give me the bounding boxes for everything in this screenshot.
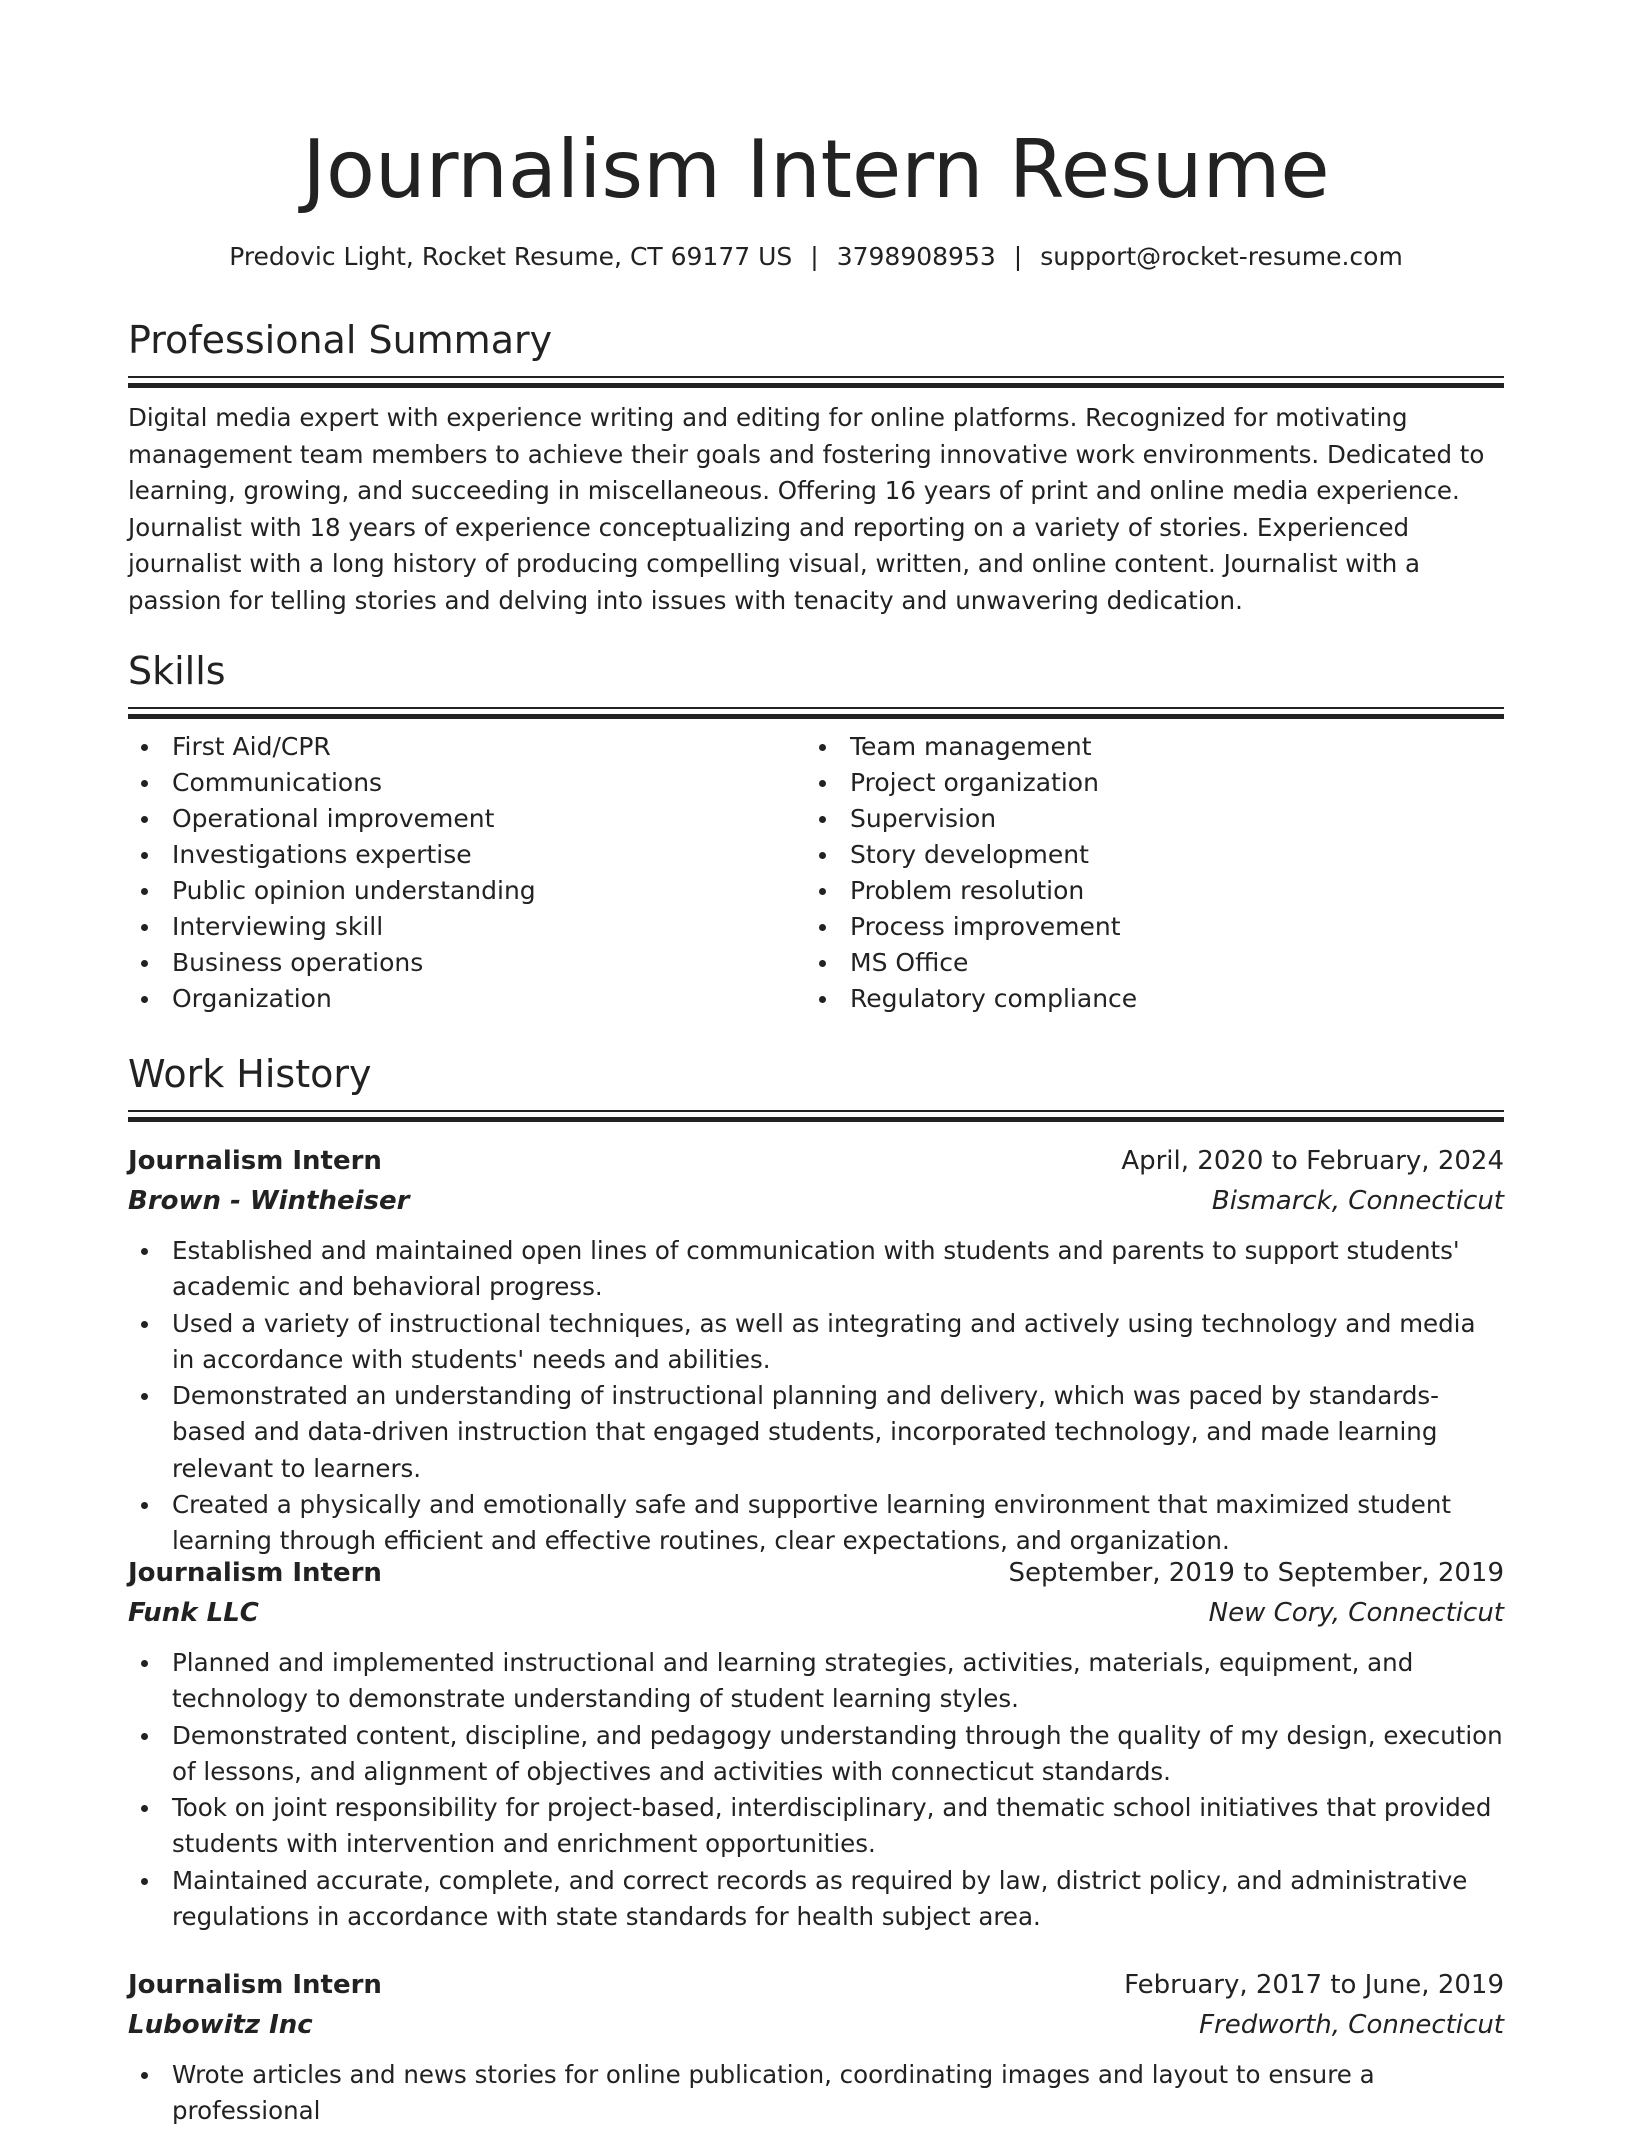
skills-columns bbox=[128, 729, 1504, 1017]
skill-item: Investigations expertise bbox=[172, 837, 806, 873]
skill-item: Interviewing skill bbox=[172, 909, 806, 945]
skill-item: First Aid/CPR bbox=[172, 729, 806, 765]
section-divider bbox=[128, 376, 1504, 378]
contact-separator: | bbox=[1013, 242, 1023, 271]
skill-item: Regulatory compliance bbox=[850, 981, 1484, 1017]
contact-phone: 3798908953 bbox=[836, 242, 996, 271]
job-bullet: Demonstrated content, discipline, and pedagogy understanding through the quality of my design, execution of lessons, and alignment of objectives and activities with connecticut standards. bbox=[172, 1718, 1504, 1791]
job-bullets bbox=[128, 1233, 1504, 1560]
job-location: Bismarck, Connecticut bbox=[1211, 1186, 1504, 1216]
skills-list-right bbox=[806, 729, 1484, 1017]
skill-item: Public opinion understanding bbox=[172, 873, 806, 909]
job-title: Journalism Intern bbox=[128, 1146, 382, 1176]
job-bullet: Planned and implemented instructional and learning strategies, activities, materials, equipment, and technology to demonstrate understanding of student learning styles. bbox=[172, 1645, 1504, 1718]
skills-list-left bbox=[128, 729, 806, 1017]
job-bullet: Wrote articles and news stories for online publication, coordinating images and layout to ensure a professional bbox=[172, 2057, 1504, 2130]
resume-title: Journalism Intern Resume bbox=[302, 123, 1330, 216]
contact-line bbox=[128, 240, 1504, 274]
skills-section bbox=[128, 647, 1504, 1017]
summary-section bbox=[128, 316, 1504, 619]
job-bullet: Used a variety of instructional techniques, as well as integrating and actively using technology and media in accordance with students' needs and abilities. bbox=[172, 1306, 1504, 1379]
job-bullet: Created a physically and emotionally safe and supportive learning environment that maximized student learning through efficient and effective routines, clear expectations, and organization. bbox=[172, 1487, 1504, 1560]
job-bullet: Maintained accurate, complete, and correct records as required by law, district policy, and administrative regulations in accordance with state standards for health subject area. bbox=[172, 1863, 1504, 1936]
work-history-section bbox=[128, 1050, 1504, 1112]
job-bullet: Took on joint responsibility for project-based, interdisciplinary, and thematic school initiatives that provided students with intervention and enrichment opportunities. bbox=[172, 1790, 1504, 1863]
job-location: Fredworth, Connecticut bbox=[1199, 2010, 1504, 2040]
job-bullets bbox=[128, 1645, 1504, 1935]
skill-item: Communications bbox=[172, 765, 806, 801]
job-dates: February, 2017 to June, 2019 bbox=[1124, 1970, 1504, 2000]
summary-heading: Professional Summary bbox=[128, 318, 553, 362]
contact-email: support@rocket-resume.com bbox=[1040, 242, 1403, 271]
section-divider bbox=[128, 707, 1504, 709]
job-bullets bbox=[128, 2057, 1504, 2130]
job-bullet: Demonstrated an understanding of instructional planning and delivery, which was paced by standards-based and data-driven instruction that engaged students, incorporated technology, and made learning relevant to learners. bbox=[172, 1378, 1504, 1487]
contact-address: Predovic Light, Rocket Resume, CT 69177 US bbox=[229, 242, 793, 271]
skill-item: Process improvement bbox=[850, 909, 1484, 945]
job-company: Lubowitz Inc bbox=[128, 2010, 313, 2040]
skill-item: Team management bbox=[850, 729, 1484, 765]
job-dates: September, 2019 to September, 2019 bbox=[1008, 1558, 1504, 1588]
skill-item: Operational improvement bbox=[172, 801, 806, 837]
job-company: Funk LLC bbox=[128, 1598, 259, 1628]
job-entry bbox=[128, 1141, 1504, 1560]
skill-item: Organization bbox=[172, 981, 806, 1017]
skill-item: Problem resolution bbox=[850, 873, 1484, 909]
skill-item: Business operations bbox=[172, 945, 806, 981]
summary-text: Digital media expert with experience writing and editing for online platforms. Recognized for motivating management team members to achieve their goals and fostering innovative work environments. Dedicated to learning, growing, and succeeding in miscellaneous. Offering 16 years of print and online media experience. Journalist with 18 years of experience conceptualizing and reporting on a variety of stories. Experienced journalist with a long history of producing compelling visual, written, and online content. Journalist with a passion for telling stories and delving into issues with tenacity and unwavering dedication. bbox=[128, 403, 1485, 615]
job-bullet: Established and maintained open lines of communication with students and parents to support students' academic and behavioral progress. bbox=[172, 1233, 1504, 1306]
skills-heading: Skills bbox=[128, 649, 226, 693]
job-entry bbox=[128, 1553, 1504, 1935]
job-dates: April, 2020 to February, 2024 bbox=[1121, 1146, 1504, 1176]
job-company: Brown - Wintheiser bbox=[128, 1186, 410, 1216]
section-divider bbox=[128, 1110, 1504, 1112]
work-history-heading: Work History bbox=[128, 1052, 372, 1096]
skill-item: Project organization bbox=[850, 765, 1484, 801]
job-entry bbox=[128, 1965, 1504, 2130]
skill-item: Supervision bbox=[850, 801, 1484, 837]
job-title: Journalism Intern bbox=[128, 1970, 382, 2000]
skill-item: MS Office bbox=[850, 945, 1484, 981]
skill-item: Story development bbox=[850, 837, 1484, 873]
job-title: Journalism Intern bbox=[128, 1558, 382, 1588]
job-location: New Cory, Connecticut bbox=[1208, 1598, 1504, 1628]
contact-separator: | bbox=[810, 242, 819, 271]
